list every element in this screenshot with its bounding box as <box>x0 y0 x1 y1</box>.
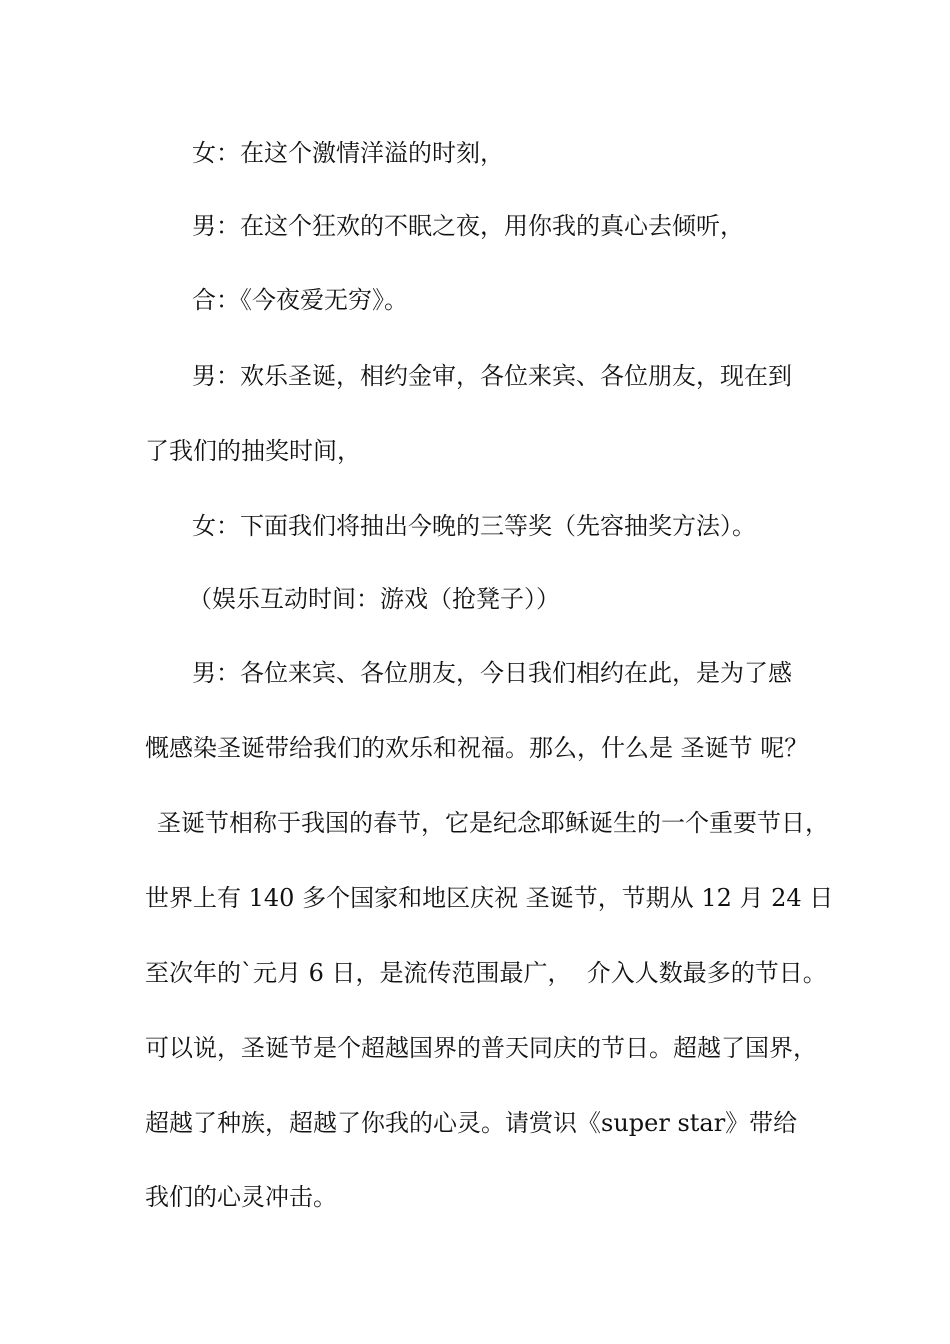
text-line: 超越了种族，超越了你我的心灵。请赏识《super star》带给 <box>145 1109 798 1137</box>
text-line: 男：欢乐圣诞，相约金审，各位来宾、各位朋友，现在到 <box>192 362 792 390</box>
text-line: 世界上有 140 多个国家和地区庆祝 圣诞节，节期从 12 月 24 日 <box>145 884 834 912</box>
text-line: 可以说，圣诞节是个超越国界的普天同庆的节日。超越了国界， <box>145 1034 817 1062</box>
text-line: 圣诞节相称于我国的春节，它是纪念耶稣诞生的一个重要节日， <box>157 809 829 837</box>
text-line: （娱乐互动时间：游戏（抢凳子）） <box>188 585 560 613</box>
text-line: 了我们的抽奖时间， <box>145 437 361 465</box>
text-line: 男：各位来宾、各位朋友，今日我们相约在此，是为了感 <box>192 659 792 687</box>
text-line: 女：在这个激情洋溢的时刻， <box>192 139 504 167</box>
text-line: 我们的心灵冲击。 <box>145 1183 337 1211</box>
text-line: 女：下面我们将抽出今晚的三等奖（先容抽奖方法）。 <box>192 512 756 540</box>
text-line: 男：在这个狂欢的不眠之夜，用你我的真心去倾听， <box>192 212 744 240</box>
text-line: 慨感染圣诞带给我们的欢乐和祝福。那么，什么是 圣诞节 呢？ <box>145 734 809 762</box>
text-line: 至次年的`元月 6 日，是流传范围最广， 介入人数最多的节日。 <box>145 959 827 987</box>
text-line: 合：《今夜爱无穷》。 <box>192 286 408 314</box>
